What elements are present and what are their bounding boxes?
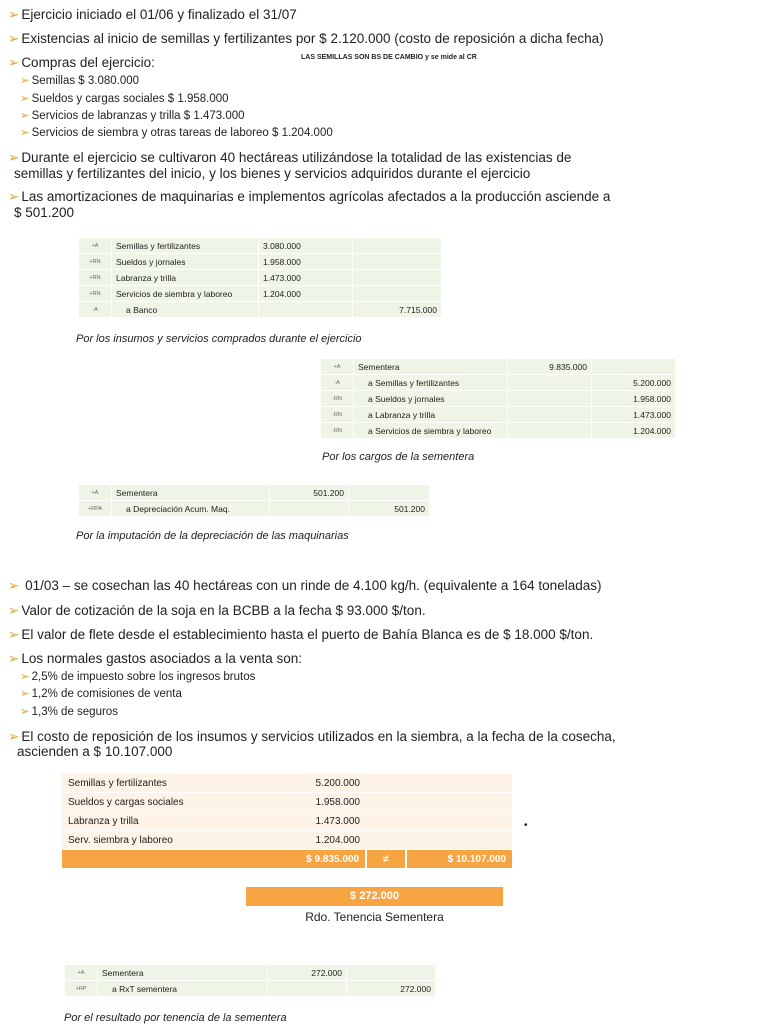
asiento-sementera	[320, 358, 676, 439]
gasto-item: ➢ 1,2% de comisiones de venta	[20, 688, 182, 700]
table-row: +RN Sueldos y jornales 1.958.000	[79, 254, 442, 270]
table-row: +RN Labranza y trilla 1.473.000	[79, 270, 442, 286]
bullet-ejercicio: ➢ Ejercicio iniciado el 01/06 y finalizado el 31/07	[8, 7, 297, 22]
arrow-icon: ➢	[8, 55, 20, 70]
table-row: -RN a Sueldos y jornales 1.958.000	[321, 391, 676, 407]
table-row: -RN a Servicios de siembra y laboreo 1.204.000	[321, 423, 676, 439]
table-row-total: $ 9.835.000 ≠ $ 10.107.000	[62, 850, 512, 869]
table-row: +A Sementera 501.200	[79, 485, 430, 501]
table-row: Serv. siembra y laboreo 1.204.000	[62, 831, 512, 850]
table-row: -RN a Labranza y trilla 1.473.000	[321, 407, 676, 423]
table-row: Sueldos y cargas sociales 1.958.000	[62, 793, 512, 812]
arrow-icon: ➢	[20, 671, 30, 683]
bullet-costo-reposicion: ➢ El costo de reposición de los insumos y servicios utilizados en la siembra, a la fecha de la cosecha,	[8, 729, 616, 744]
arrow-icon: ➢	[8, 627, 20, 642]
table-row: -A a Semillas y fertilizantes 5.200.000	[321, 375, 676, 391]
compra-item: ➢ Servicios de siembra y otras tareas de laboreo $ 1.204.000	[20, 127, 333, 139]
table-row: +A Sementera 272.000	[65, 965, 436, 981]
table-row: +A Sementera 9.835.000	[321, 359, 676, 375]
caption-sementera: Por los cargos de la sementera	[322, 451, 475, 463]
bullet-cosecha: ➢ 01/03 – se cosechan las 40 hectáreas con un rinde de 4.100 kg/h. (equivalente a 164 toneladas)	[8, 578, 602, 593]
arrow-icon: ➢	[8, 31, 20, 46]
compra-item: ➢ Semillas $ 3.080.000	[20, 75, 140, 87]
handwritten-note: LAS SEMILLAS SON BS DE CAMBIO y se mide al CR	[301, 54, 477, 61]
bullet-existencias: ➢ Existencias al inicio de semillas y fertilizantes por $ 2.120.000 (costo de reposición a dicha fecha)	[8, 31, 604, 46]
arrow-icon: ➢	[20, 706, 30, 718]
caption-rxt: Por el resultado por tenencia de la sementera	[64, 1012, 287, 1024]
arrow-icon: ➢	[20, 127, 30, 139]
bullet-compras: ➢ Compras del ejercicio:	[8, 55, 155, 70]
bullet-cultivo: ➢ Durante el ejercicio se cultivaron 40 hectáreas utilizándose la totalidad de las existencias de	[8, 150, 572, 165]
resultado-tenencia-value: $ 272.000	[246, 887, 503, 906]
compra-item: ➢ Servicios de labranzas y trilla $ 1.473.000	[20, 110, 245, 122]
arrow-icon: ➢	[20, 688, 30, 700]
bullet-costo-reposicion-cont: ascienden a $ 10.107.000	[17, 744, 173, 759]
resultado-tenencia-label: Rdo. Tenencia Sementera	[305, 910, 444, 924]
asiento-depreciacion	[78, 484, 430, 517]
arrow-icon: ➢	[8, 7, 20, 22]
caption-depreciacion: Por la imputación de la depreciación de las maquinarias	[76, 530, 349, 542]
table-row: +A Semillas y fertilizantes 3.080.000	[79, 238, 442, 254]
arrow-icon: ➢	[8, 189, 20, 204]
bullet-amortizaciones-cont: $ 501.200	[14, 205, 75, 220]
arrow-icon: ➢	[8, 603, 20, 618]
arrow-icon: ➢	[8, 150, 20, 165]
asiento-compras	[78, 237, 442, 318]
table-row: +RN Servicios de siembra y laboreo 1.204.000	[79, 286, 442, 302]
bullet-gastos: ➢ Los normales gastos asociados a la venta son:	[8, 651, 302, 666]
table-row: Semillas y fertilizantes 5.200.000	[62, 774, 512, 793]
arrow-icon: ➢	[8, 578, 20, 593]
arrow-icon: ➢	[20, 110, 30, 122]
table-row: -A a Banco 7.715.000	[79, 302, 442, 318]
gasto-item: ➢ 1,3% de seguros	[20, 706, 118, 718]
table-row: +RP a RxT sementera 272.000	[65, 981, 436, 997]
gasto-item: ➢ 2,5% de impuesto sobre los ingresos brutos	[20, 671, 256, 683]
arrow-icon: ➢	[20, 75, 30, 87]
asiento-rxt	[64, 964, 436, 997]
dot: •	[524, 820, 528, 831]
table-row: +RPA a Depreciación Acum. Maq. 501.200	[79, 501, 430, 517]
table-row: Labranza y trilla 1.473.000	[62, 812, 512, 831]
bullet-cotizacion: ➢ Valor de cotización de la soja en la BCBB a la fecha $ 93.000 $/ton.	[8, 603, 426, 618]
arrow-icon: ➢	[8, 729, 20, 744]
bullet-cultivo-cont: semillas y fertilizantes del inicio, y los bienes y servicios adquiridos durante el ejercicio	[14, 166, 531, 181]
tabla-resultado-tenencia	[62, 774, 512, 869]
caption-compras: Por los insumos y servicios comprados durante el ejercicio	[76, 333, 362, 345]
arrow-icon: ➢	[8, 651, 20, 666]
compra-item: ➢ Sueldos y cargas sociales $ 1.958.000	[20, 93, 229, 105]
arrow-icon: ➢	[20, 93, 30, 105]
bullet-flete: ➢ El valor de flete desde el establecimiento hasta el puerto de Bahía Blanca es de $ 18.000 $/ton.	[8, 627, 594, 642]
bullet-amortizaciones: ➢ Las amortizaciones de maquinarias e implementos agrícolas afectados a la producción asciende a	[8, 189, 611, 204]
